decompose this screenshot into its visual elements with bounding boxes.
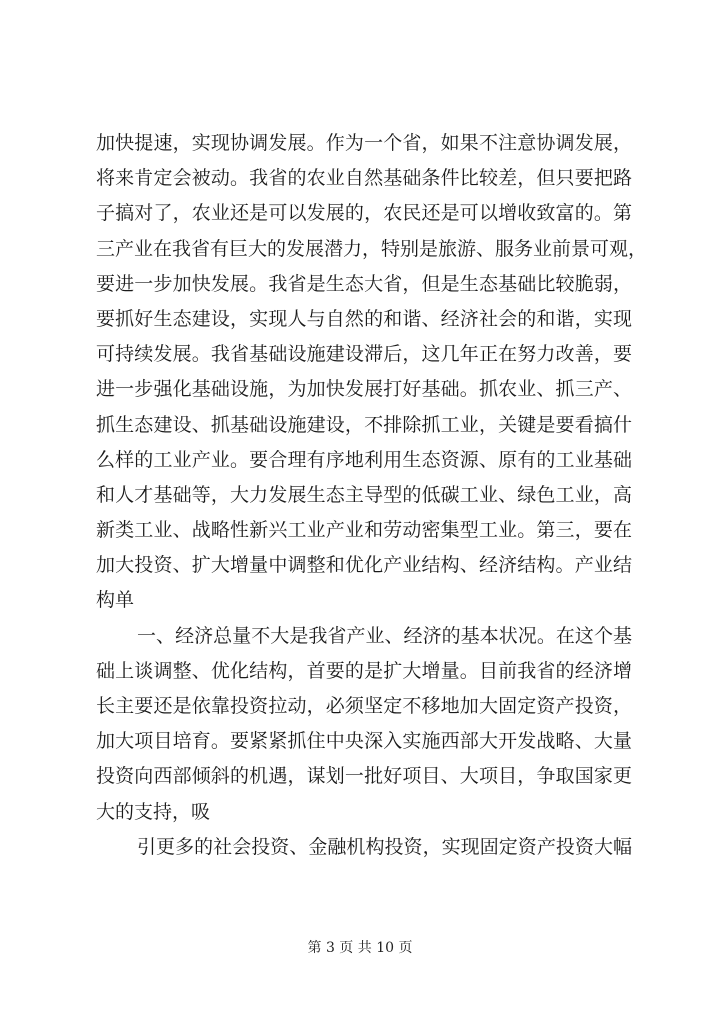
text-line: 将来肯定会被动。我省的农业自然基础条件比较差，但只要把路 <box>96 167 632 190</box>
text-line: 要抓好生态建设，实现人与自然的和谐、经济社会的和谐，实现 <box>96 307 632 330</box>
text-line: 大的支持，吸 <box>96 800 211 823</box>
text-line: 么样的工业产业。要合理有序地利用生态资源、原有的工业基础 <box>96 448 632 471</box>
text-line: 长主要还是依靠投资拉动，必须坚定不移地加大固定资产投资， <box>96 695 632 717</box>
text-line: 新类工业、战略性新兴工业产业和劳动密集型工业。第三，要在 <box>96 519 632 542</box>
page-number-footer: 第 3 页 共 10 页 <box>307 940 413 956</box>
text-line: 加快提速，实现协调发展。作为一个省，如果不注意协调发展， <box>96 132 632 154</box>
paragraph-first-line: 一、经济总量不大是我省产业、经济的基本状况。在这个基 <box>137 624 632 647</box>
text-line: 础上谈调整、优化结构，首要的是扩大增量。目前我省的经济增 <box>96 659 632 682</box>
text-line: 三产业在我省有巨大的发展潜力，特别是旅游、服务业前景可观， <box>96 237 648 260</box>
document-body <box>96 126 648 865</box>
paragraph-first-line: 引更多的社会投资、金融机构投资，实现固定资产投资大幅 <box>137 835 632 858</box>
text-line: 抓生态建设、抓基础设施建设，不排除抓工业，关键是要看搞什 <box>96 413 632 436</box>
text-line: 进一步强化基础设施，为加快发展打好基础。抓农业、抓三产、 <box>96 378 632 401</box>
text-line: 和人才基础等，大力发展生态主导型的低碳工业、绿色工业，高 <box>96 483 632 506</box>
text-line: 构单 <box>96 589 135 612</box>
text-line: 子搞对了，农业还是可以发展的，农民还是可以增收致富的。第 <box>96 202 632 225</box>
text-line: 加大项目培育。要紧紧抓住中央深入实施西部大开发战略、大量 <box>96 730 632 753</box>
text-line: 可持续发展。我省基础设施建设滞后，这几年正在努力改善，要 <box>96 343 632 366</box>
text-line: 要进一步加快发展。我省是生态大省，但是生态基础比较脆弱， <box>96 272 632 295</box>
text-line: 加大投资、扩大增量中调整和优化产业结构、经济结构。产业结 <box>96 554 632 577</box>
text-line: 投资向西部倾斜的机遇，谋划一批好项目、大项目，争取国家更 <box>96 765 632 788</box>
